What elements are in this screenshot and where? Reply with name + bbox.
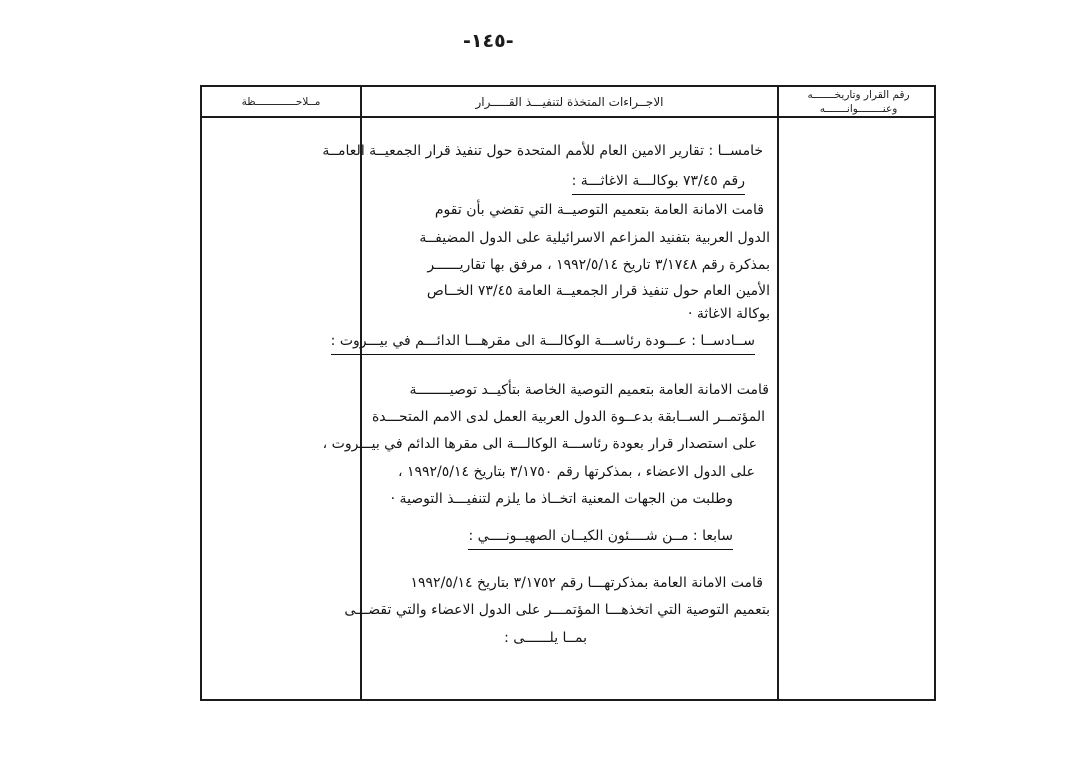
paragraph-line: على استصدار قرار بعودة رئاســـة الوكالـــة الى مقرها الدائم في بيـــروت ، xyxy=(322,436,757,452)
procedures-cell xyxy=(322,118,777,699)
paragraph-line: الدول العربية بتفنيد المزاعم الاسرائيلية على الدول المضيفــة xyxy=(419,230,770,246)
paragraph-line: بمــا يلــــــى : xyxy=(504,630,587,646)
column-header-procedures: الاجــراءات المتخذة لتنفيـــذ القـــــرار xyxy=(475,94,664,109)
paragraph-line: وطلبت من الجهات المعنية اتخــاذ ما يلزم لتنفيـــذ التوصية · xyxy=(390,491,733,507)
paragraph-line: المؤتمــر الســابقة بدعــوة الدول العربية العمل لدى الامم المتحـــدة xyxy=(371,409,765,425)
heading-fifth-line1: خامســا : تقارير الامين العام للأمم المتحدة حول تنفيذ قرار الجمعيــة العامــة xyxy=(322,143,763,159)
column-divider-right xyxy=(777,87,779,699)
paragraph-line: بوكالة الاغاثة · xyxy=(687,306,770,322)
column-header-decision-number xyxy=(779,87,938,116)
paragraph-line: قامت الامانة العامة بتعميم التوصية الخاصة بتأكيــد توصيــــــــة xyxy=(409,382,769,398)
paragraph-line: بتعميم التوصية التي اتخذهـــا المؤتمـــر على الدول الاعضاء والتي تقضـــى xyxy=(344,602,770,618)
page-number: -١٤٥- xyxy=(463,30,514,52)
paragraph-line: الأمين العام حول تنفيذ قرار الجمعيــة العامة ٧٣/٤٥ الخــاص xyxy=(426,283,770,299)
column-header-decision-line1: رقم القرار وتاريخـــــــه xyxy=(807,89,910,102)
column-header-notes: مــلاحـــــــــــــظة xyxy=(241,95,321,108)
heading-fifth-line2: رقم ٧٣/٤٥ بوكالـــة الاغاثـــة : xyxy=(572,173,745,195)
column-header-decision-line2: وعنــــــــوانـــــــه xyxy=(819,102,898,115)
heading-sixth: ســادســا : عـــودة رئاســـة الوكالـــة الى مقرهـــا الدائـــم في بيـــروت : xyxy=(331,333,755,355)
paragraph-line: بمذكرة رقم ٣/١٧٤٨ تاريخ ١٩٩٢/٥/١٤ ، مرفق بها تقاريــــــر xyxy=(427,257,770,273)
heading-seventh: سابعا : مــن شــــئون الكيــان الصهيــونــــي : xyxy=(468,528,733,550)
paragraph-line: قامت الامانة العامة بمذكرتهـــا رقم ٣/١٧٥٢ بتاريخ ١٩٩٢/٥/١٤ xyxy=(410,575,763,591)
paragraph-line: على الدول الاعضاء ، بمذكرتها رقم ٣/١٧٥٠ بتاريخ ١٩٩٢/٥/١٤ ، xyxy=(397,464,755,480)
decisions-table xyxy=(200,85,936,701)
paragraph-line: قامت الامانة العامة بتعميم التوصيــة التي تقضي بأن تقوم xyxy=(434,202,764,218)
